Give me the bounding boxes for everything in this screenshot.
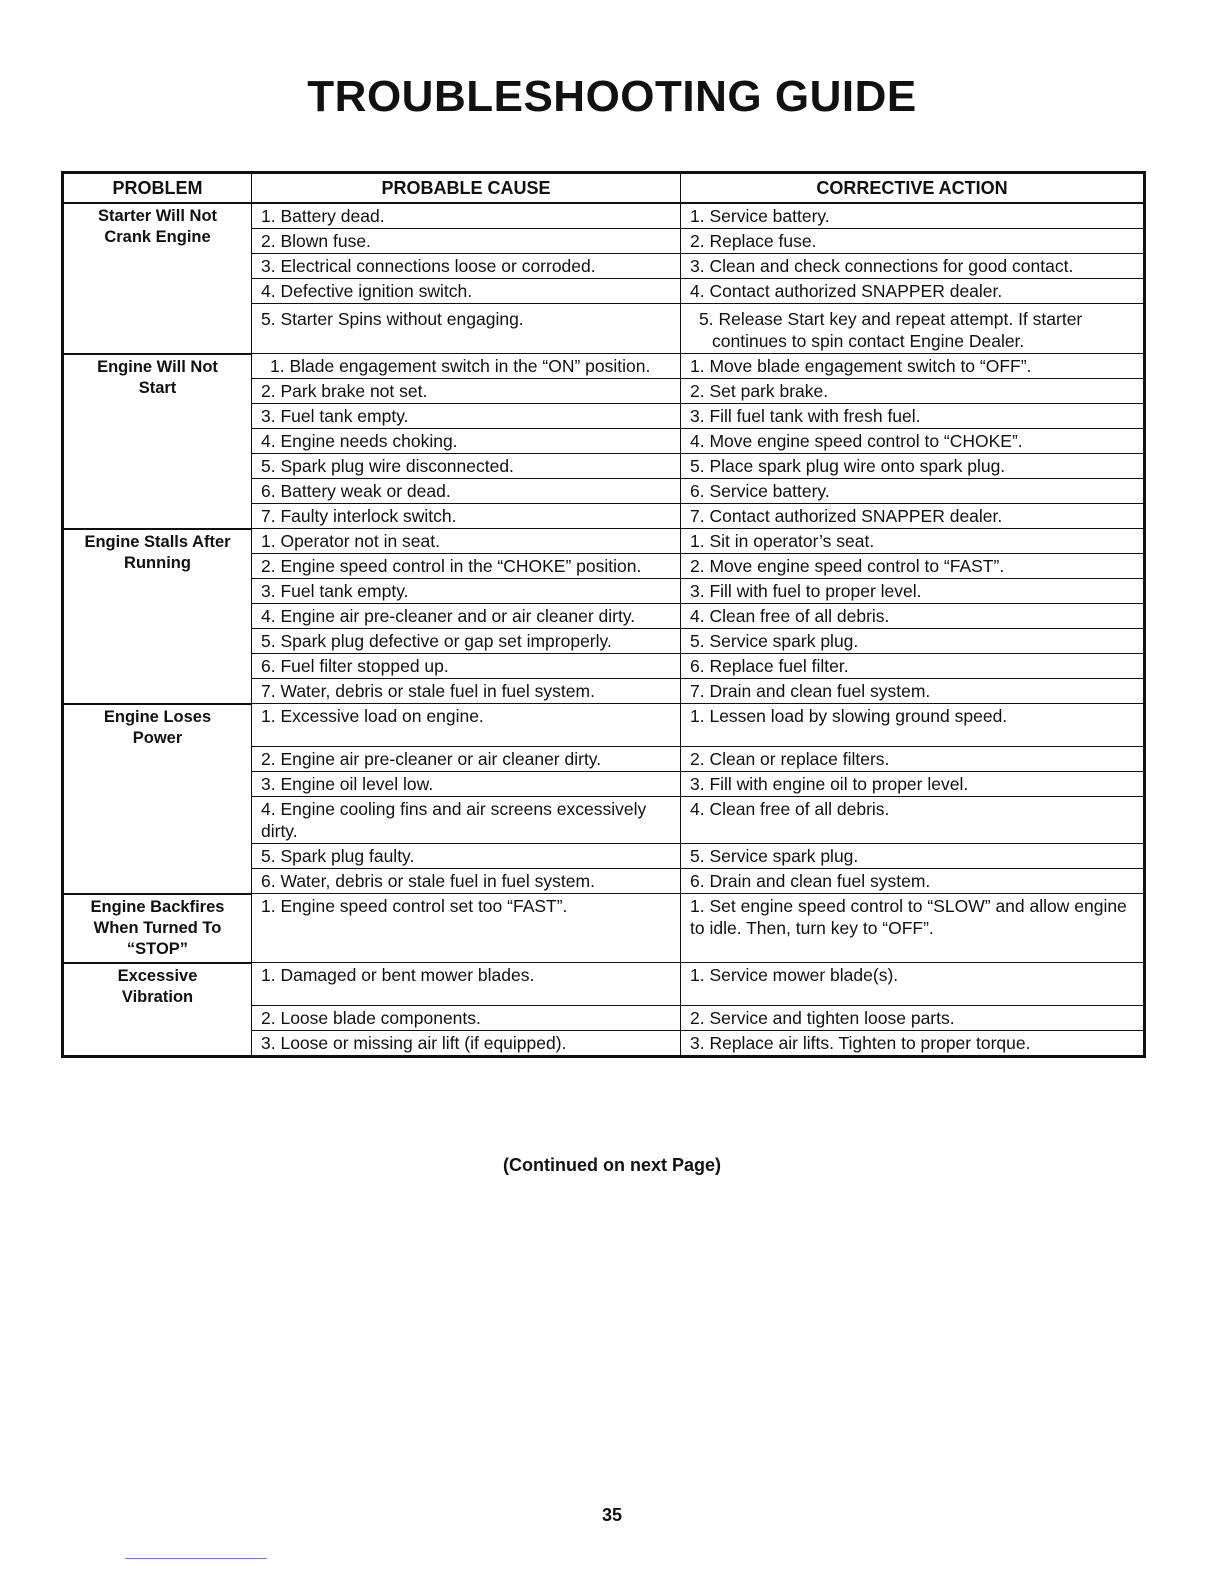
problem-cell [63,203,252,354]
problem-label: Engine Stalls After [84,532,231,551]
cause-cell: 2. Engine air pre-cleaner or air cleaner dirty. [252,747,681,772]
cause-cell: 3. Fuel tank empty. [252,404,681,429]
troubleshooting-table [61,171,1146,1058]
action-cell: 2. Replace fuse. [681,229,1145,254]
cause-cell: 7. Water, debris or stale fuel in fuel system. [252,679,681,704]
cause-cell: 7. Faulty interlock switch. [252,504,681,529]
cause-cell: 3. Loose or missing air lift (if equipped). [252,1031,681,1057]
cause-cell: 6. Fuel filter stopped up. [252,654,681,679]
problem-label: Starter Will Not [97,207,218,225]
cause-cell: 5. Starter Spins without engaging. [252,304,681,354]
cause-cell [252,354,681,379]
problem-label: When Turned To [93,918,222,937]
action-cell: 5. Service spark plug. [681,629,1145,654]
problem-label: Excessive [117,966,198,985]
action-cell: 4. Move engine speed control to “CHOKE”. [681,429,1145,454]
problem-label: Start [138,378,177,397]
problem-cell [63,963,252,1057]
action-cell: 3. Clean and check connections for good contact. [681,254,1145,279]
action-cell: 5. Service spark plug. [681,844,1145,869]
cause-cell: 3. Engine oil level low. [252,772,681,797]
problem-cell [63,529,252,704]
cause-cell: 4. Defective ignition switch. [252,279,681,304]
action-cell: 1. Lessen load by slowing ground speed. [681,704,1145,747]
action-cell: 2. Service and tighten loose parts. [681,1006,1145,1031]
problem-cell [63,354,252,529]
action-cell: 4. Clean free of all debris. [681,604,1145,629]
divider [125,1558,267,1559]
problem-label: “STOP” [126,939,189,958]
table-row [63,354,1145,379]
table-row [63,894,1145,963]
cause-cell: 4. Engine needs choking. [252,429,681,454]
action-cell: 3. Fill fuel tank with fresh fuel. [681,404,1145,429]
problem-label: Vibration [121,987,194,1006]
page-number: 35 [601,1505,623,1525]
problem-label: Power [132,728,183,747]
problem-label: Crank Engine [104,228,211,246]
continued-note: (Continued on next Page) [503,1155,721,1175]
action-cell: 4. Clean free of all debris. [681,797,1145,844]
cause-cell: 1. Battery dead. [252,203,681,229]
action-cell: 2. Move engine speed control to “FAST”. [681,554,1145,579]
action-cell: 1. Sit in operator’s seat. [681,529,1145,554]
table-row [63,529,1145,554]
table-row [63,704,1145,747]
header-probable-cause: PROBABLE CAUSE [252,173,681,204]
cause-cell: 1. Engine speed control set too “FAST”. [252,894,681,963]
page-title: TROUBLESHOOTING GUIDE [307,72,917,121]
action-cell: 2. Set park brake. [681,379,1145,404]
cause-cell: 5. Spark plug faulty. [252,844,681,869]
cause-cell: 1. Damaged or bent mower blades. [252,963,681,1006]
cause-cell: 1. Excessive load on engine. [252,704,681,747]
cause-text: 1. Blade engagement switch in the “ON” position. [270,356,651,376]
action-cell: 1. Service battery. [681,203,1145,229]
problem-cell [63,704,252,894]
action-cell: 1. Move blade engagement switch to “OFF”. [681,354,1145,379]
action-cell: 6. Service battery. [681,479,1145,504]
header-row [63,173,1145,204]
cause-cell: 5. Spark plug wire disconnected. [252,454,681,479]
cause-cell: 6. Water, debris or stale fuel in fuel system. [252,869,681,894]
header-corrective-action: CORRECTIVE ACTION [681,173,1145,204]
action-text: 5. Release Start key and repeat attempt. If starter continues to spin contact Engine Dealer. [699,309,1083,351]
action-cell: 4. Contact authorized SNAPPER dealer. [681,279,1145,304]
problem-label: Engine Backfires [90,897,225,916]
cause-cell: 3. Electrical connections loose or corroded. [252,254,681,279]
action-cell: 6. Replace fuel filter. [681,654,1145,679]
problem-label: Engine Loses [103,707,212,726]
cause-cell: 2. Blown fuse. [252,229,681,254]
cause-cell: 2. Park brake not set. [252,379,681,404]
action-cell: 3. Fill with engine oil to proper level. [681,772,1145,797]
problem-cell [63,894,252,963]
action-cell: 3. Replace air lifts. Tighten to proper torque. [681,1031,1145,1057]
cause-cell: 5. Spark plug defective or gap set improperly. [252,629,681,654]
problem-label: Running [124,553,191,572]
cause-cell: 1. Operator not in seat. [252,529,681,554]
action-cell: 1. Set engine speed control to “SLOW” and allow engine to idle. Then, turn key to “OFF”. [681,894,1145,963]
cause-cell: 3. Fuel tank empty. [252,579,681,604]
action-cell: 1. Service mower blade(s). [681,963,1145,1006]
cause-cell: 4. Engine cooling fins and air screens excessively dirty. [252,797,681,844]
table-row [63,963,1145,1006]
action-cell: 6. Drain and clean fuel system. [681,869,1145,894]
header-problem: PROBLEM [63,173,252,204]
action-cell: 7. Drain and clean fuel system. [681,679,1145,704]
action-cell: 7. Contact authorized SNAPPER dealer. [681,504,1145,529]
problem-label: Engine Will Not [97,357,218,376]
action-cell: 5. Place spark plug wire onto spark plug. [681,454,1145,479]
action-cell: 3. Fill with fuel to proper level. [681,579,1145,604]
cause-cell: 2. Engine speed control in the “CHOKE” position. [252,554,681,579]
table-row [63,203,1145,229]
cause-cell: 6. Battery weak or dead. [252,479,681,504]
cause-cell: 4. Engine air pre-cleaner and or air cleaner dirty. [252,604,681,629]
action-cell [681,304,1145,354]
action-cell: 2. Clean or replace filters. [681,747,1145,772]
cause-cell: 2. Loose blade components. [252,1006,681,1031]
